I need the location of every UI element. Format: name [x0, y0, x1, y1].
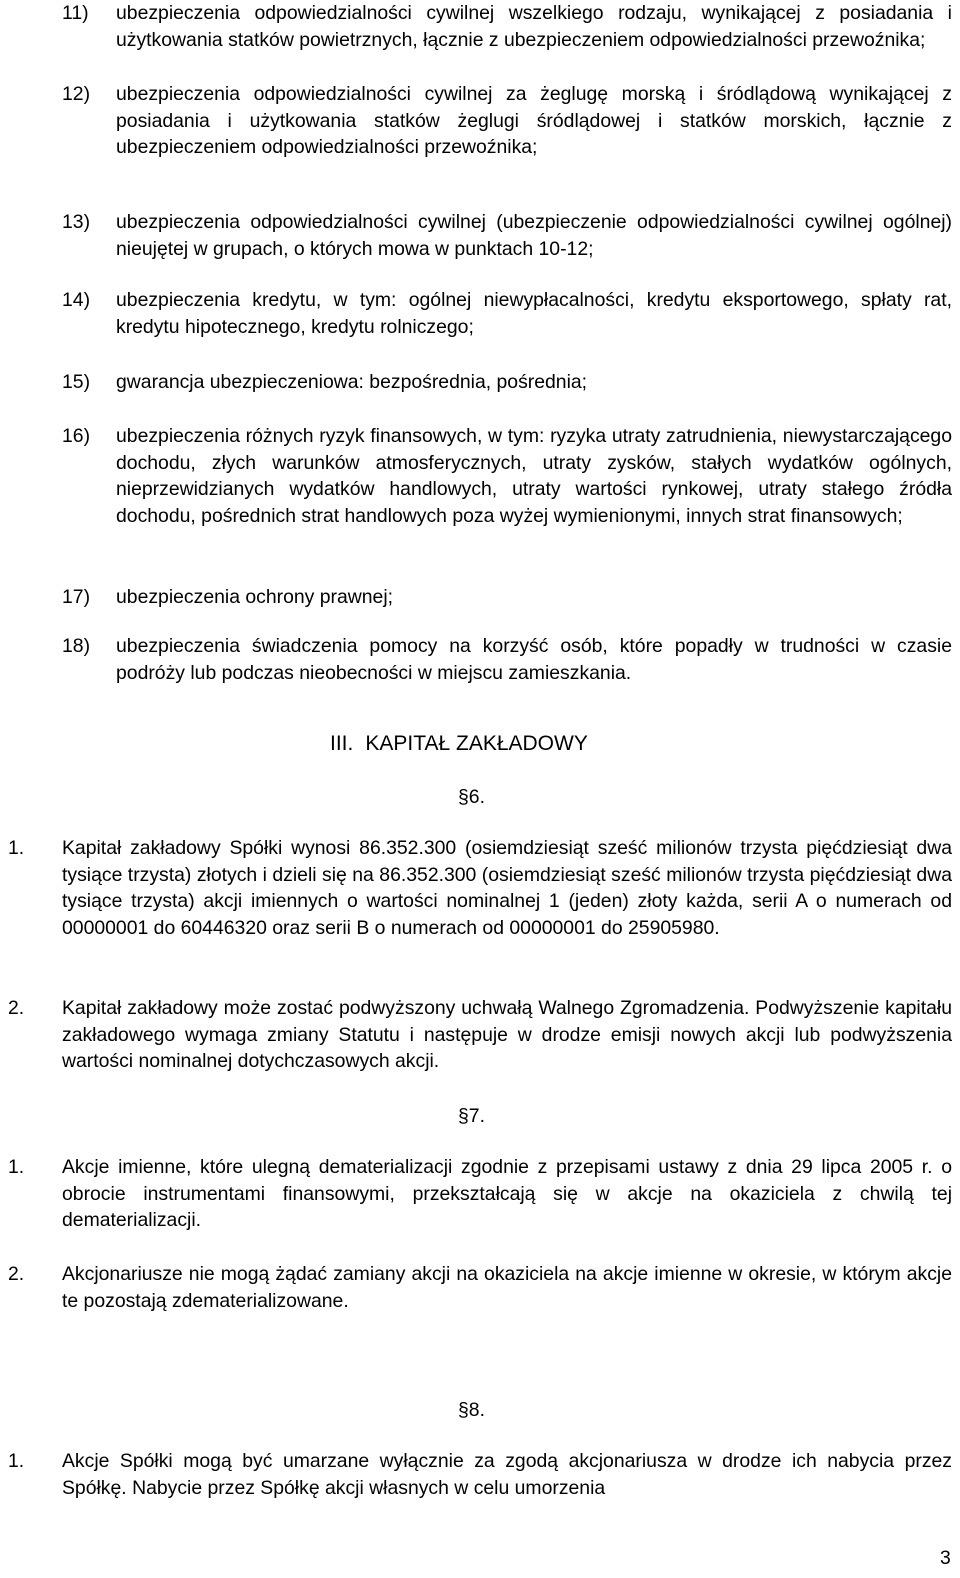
list-item [62, 369, 952, 396]
list-item [62, 633, 952, 686]
list-item-text: ubezpieczenia różnych ryzyk finansowych, w tym: ryzyka utraty zatrudnienia, niewystarczającego dochodu, złych warunków atmosferycznych, utraty zysków, stałych wydatków ogólnych, nieprzewidzianych wydatków handlowych, utraty wartości rynkowej, utraty stałego źródła dochodu, pośrednich strat handlowych poza wyżej wymienionymi, innych strat finansowych; [116, 425, 952, 527]
list-item-text: ubezpieczenia odpowiedzialności cywilnej za żeglugę morską i śródlądową wynikającej z posiadania i użytkowania statków żeglugi śródlądowej i statków morskich, łącznie z ubezpieczeniem odpowiedzialności przewoźnika; [116, 83, 952, 159]
paragraph-number: 2. [8, 997, 25, 1019]
list-item-text: ubezpieczenia ochrony prawnej; [116, 586, 394, 608]
list-item-number: 11) [62, 2, 89, 24]
list-item [62, 0, 952, 53]
list-item [62, 423, 952, 529]
list-item-text: gwarancja ubezpieczeniowa: bezpośrednia, pośrednia; [116, 371, 588, 393]
paragraph-text: Akcjonariusze nie mogą żądać zamiany akcji na okaziciela na akcje imienne w okresie, w którym akcje te pozostają zdematerializowane. [62, 1263, 952, 1312]
list-item-text: ubezpieczenia kredytu, w tym: ogólnej niewypłacalności, kredytu eksportowego, spłaty rat, kredytu hipotecznego, kredytu rolniczego; [116, 289, 952, 338]
paragraph-number: 1. [8, 1156, 25, 1178]
paragraph-text: Akcje imienne, które ulegną dematerializacji zgodnie z przepisami ustawy z dnia 29 lipca 2005 r. o obrocie instrumentami finansowymi, przekształcają się w akcje na okaziciela z chwilą tej dematerializacji. [62, 1156, 952, 1232]
chapter-title: KAPITAŁ ZAKŁADOWY [365, 732, 588, 755]
paragraph [8, 835, 952, 941]
section-mark [458, 1397, 485, 1423]
paragraph-text: Kapitał zakładowy może zostać podwyższony uchwałą Walnego Zgromadzenia. Podwyższenie kapitału zakładowego wymaga zmiany Statutu i następuje w drodze emisji nowych akcji lub podwyższenia wartości nominalnej dotychczasowych akcji. [62, 997, 952, 1073]
paragraph-number: 2. [8, 1263, 25, 1285]
section-mark [458, 784, 485, 810]
list-item-text: ubezpieczenia świadczenia pomocy na korzyść osób, które popadły w trudności w czasie podróży lub podczas nieobecności w miejscu zamieszkania. [116, 635, 952, 684]
list-item [62, 209, 952, 262]
list-item-text: ubezpieczenia odpowiedzialności cywilnej (ubezpieczenie odpowiedzialności cywilnej ogólnej) nieujętej w grupach, o których mowa w punktach 10-12; [116, 211, 952, 260]
paragraph [8, 1448, 952, 1501]
list-item-number: 12) [62, 83, 91, 105]
list-item-number: 17) [62, 586, 91, 608]
section-label: §6. [458, 786, 485, 808]
list-item-text: ubezpieczenia odpowiedzialności cywilnej wszelkiego rodzaju, wynikającej z posiadania i użytkowania statków powietrznych, łącznie z ubezpieczeniem odpowiedzialności przewoźnika; [116, 2, 952, 51]
list-item [62, 287, 952, 340]
list-item [62, 81, 952, 161]
section-label: §8. [458, 1399, 485, 1421]
list-item-number: 15) [62, 371, 91, 393]
list-item-number: 14) [62, 289, 91, 311]
page-number: 3 [940, 1547, 951, 1569]
paragraph-number: 1. [8, 1450, 25, 1472]
section-label: §7. [458, 1105, 485, 1127]
list-item-number: 18) [62, 635, 91, 657]
list-item-number: 13) [62, 211, 91, 233]
chapter-number: III. [330, 732, 354, 755]
section-mark [458, 1103, 485, 1129]
paragraph [8, 1154, 952, 1234]
paragraph [8, 995, 952, 1075]
paragraph-text: Akcje Spółki mogą być umarzane wyłącznie za zgodą akcjonariusza w drodze ich nabycia przez Spółkę. Nabycie przez Spółkę akcji własnych w celu umorzenia [62, 1450, 952, 1499]
list-item-number: 16) [62, 425, 91, 447]
paragraph-text: Kapitał zakładowy Spółki wynosi 86.352.300 (osiemdziesiąt sześć milionów trzysta pięćdziesiąt dwa tysiące trzysta) złotych i dzieli się na 86.352.300 (osiemdziesiąt sześć milionów trzysta pięćdziesiąt dwa tysiące trzysta) akcji imiennych o wartości nominalnej 1 (jeden) złoty każda, serii A o numerach od 00000001 do 60446320 oraz serii B o numerach od 00000001 do 25905980. [62, 837, 952, 939]
list-item [62, 584, 952, 611]
paragraph [8, 1261, 952, 1314]
paragraph-number: 1. [8, 837, 25, 859]
chapter-heading [330, 730, 588, 758]
